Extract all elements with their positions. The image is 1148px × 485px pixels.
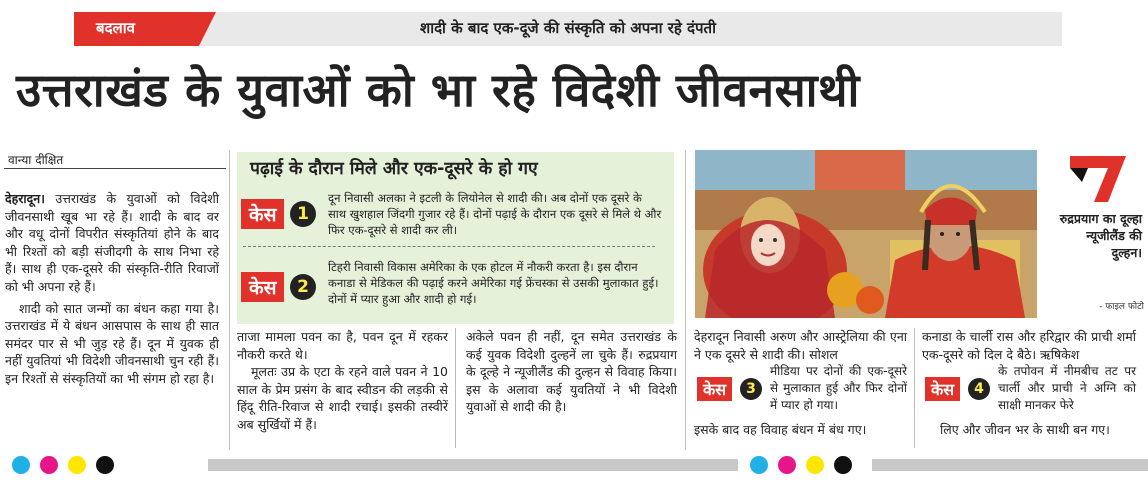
intro-para-1 — [5, 190, 219, 296]
case-4-bottom-text: लिए और जीवन भर के साथी बन गए। — [940, 422, 1110, 437]
author-byline: वान्या दीक्षित — [8, 153, 64, 167]
col2-para-1: ताजा मामला पवन का है, पवन दून में रहकर नौकरी करते थे। — [237, 329, 448, 362]
col3-para-1: अकेले पवन ही नहीं, दून समेत उत्तराखंड के कई युवक विदेशी दुल्हनें ला चुके हैं। रुद्रप्रयाग के दूल्हे ने न्यूजीलैंड की दुल्हन से विवाह किया। इस के अलावा कई युवतियों ने भी विदेशी युवाओं से शादी की है। — [466, 329, 677, 415]
registration-bar — [208, 459, 738, 471]
body-column-3 — [466, 328, 677, 416]
registration-dot-black — [834, 456, 852, 474]
column-divider — [685, 150, 686, 450]
case-1-label: केस — [241, 199, 284, 229]
column-divider — [914, 328, 915, 448]
dateline: देहरादून। — [5, 191, 45, 206]
photo-caption: रुद्रप्रयाग का दूल्हा न्यूजीलैंड की दुल्हन। — [1059, 211, 1142, 260]
case-3-side-text: मीडिया पर दोनों की एक-दूसरे से मुलाकात हुई और फिर दोनों में प्यार हो गया। — [770, 364, 907, 412]
photo-credit: - फाइल फोटो — [1099, 302, 1144, 312]
registration-dot-black — [96, 456, 114, 474]
registration-dot-yellow — [806, 456, 824, 474]
case-1-number: 1 — [290, 201, 316, 227]
column-divider — [455, 328, 456, 448]
col2-para-2: मूलतः उप्र के एटा के रहने वाले पवन ने 10 साल के प्रेम प्रसंग के बाद स्वीडन की लड़की से हिंदू रीति-रिवाज से शादी रचाई। इसकी तस्वीरें अब सुर्खियों में हैं। — [237, 364, 448, 432]
kicker-text: शादी के बाद एक-दूजे की संस्कृति को अपना रहे दंपती — [420, 19, 716, 37]
wedding-photo — [695, 150, 1037, 318]
case-2-label: केस — [241, 272, 284, 302]
intro-text-1: उत्तराखंड के युवाओं को विदेशी जीवनसाथी खूब भा रहे हैं। शादी के बाद वर और वधू दोनों विपरीत संस्कृतियां होने के बाद भी रिश्तों को बड़ी संजीदगी के साथ निभा रहे हैं। साथ ही एक-दूसरे की संस्कृति-रीति रिवाजों को भी अपना रहे हैं। — [5, 191, 219, 294]
case-1-text: दून निवासी अलका ने इटली के लियोनेल से शादी की। अब दोनों एक दूसरे के साथ खुशहाल जिंदगी गुजार रहे हैं। दोनों पढ़ाई के दौरान एक दूसरे से मिले थे और फिर एक-दूसरे से शादी कर ली। — [328, 191, 662, 237]
registration-bar — [872, 459, 1148, 471]
registration-dot-magenta — [40, 456, 58, 474]
headline: उत्तराखंड के युवाओं को भा रहे विदेशी जीवनसाथी — [16, 63, 860, 117]
case-2-text: टिहरी निवासी विकास अमेरिका के एक होटल में नौकरी करता है। इस दौरान कनाडा से मेडिकल की पढ़ाई करने अमेरिका गई फ्रेंचस्का से उसकी मुलाकात हुई। दोनों में प्यार हुआ और शादी हो गई। — [328, 260, 659, 306]
box-divider — [243, 246, 655, 247]
intro-para-2: शादी को सात जन्मों का बंधन कहा गया है। उत्तराखंड में ये बंधन आसपास के साथ ही सात समंदर पार से भी जुड़ रहे हैं। दून में युवक ही नहीं युवतियां भी विदेशी जीवनसाथी चुन रही हैं। इन रिश्तों से संस्कृतियों का भी संगम हो रहा है। — [5, 300, 219, 386]
case-3-top-text: देहरादून निवासी अरुण और आस्ट्रेलिया की एना ने एक दूसरे से शादी की। सोशल — [694, 329, 907, 362]
case-4-label: केस — [925, 377, 960, 401]
body-column-2 — [237, 328, 448, 434]
case-2-number: 2 — [290, 274, 316, 300]
case-3-label: केस — [697, 377, 732, 401]
column-divider — [229, 150, 230, 450]
channel-logo — [1068, 152, 1128, 204]
intro-column — [5, 190, 219, 388]
highlight-box-title: पढ़ाई के दौरान मिले और एक-दूसरे के हो गए — [250, 159, 538, 179]
section-tag-label: बदलाव — [96, 19, 135, 37]
registration-dot-magenta — [778, 456, 796, 474]
case-3-bottom-text: इसके बाद वह विवाह बंधन में बंध गए। — [694, 422, 867, 437]
case-4-number: 4 — [968, 378, 990, 400]
registration-dot-yellow — [68, 456, 86, 474]
registration-dot-cyan — [12, 456, 30, 474]
case-4-side-text: के तपोवन में नीमबीच तट पर चार्ली और प्राची ने अग्नि को साक्षी मानकर फेरे — [998, 364, 1136, 412]
case-3-number: 3 — [740, 378, 762, 400]
case-4-top-text: कनाडा के चार्ली रास और हरिद्वार की प्राची शर्मा एक-दूसरे को दिल दे बैठे। ऋषिकेश — [922, 329, 1136, 362]
byline-rule — [4, 168, 226, 169]
registration-dot-cyan — [750, 456, 768, 474]
